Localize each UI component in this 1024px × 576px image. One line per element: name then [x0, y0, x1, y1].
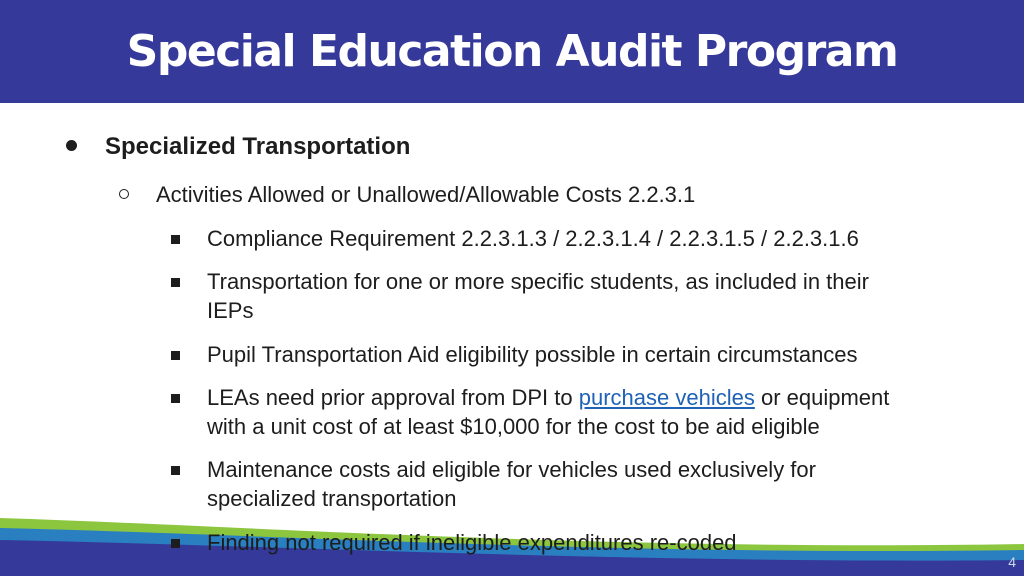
square-bullet-icon — [171, 394, 180, 403]
bullet-item-line2: IEPs — [207, 298, 254, 323]
bullet-level2: Activities Allowed or Unallowed/Allowable Costs 2.2.3.1 — [156, 182, 696, 207]
bullet-item-line1: Transportation for one or more specific students, as included in their — [207, 269, 869, 294]
bullet-item-line2: with a unit cost of at least $10,000 for the cost to be aid eligible — [207, 414, 820, 439]
bullet-text: or equipment — [754, 385, 890, 410]
bullet-level1: Specialized Transportation — [105, 133, 411, 160]
page-number: 4 — [1008, 554, 1016, 570]
square-bullet-icon — [171, 235, 180, 244]
hollow-circle-bullet-icon — [119, 189, 129, 199]
bullet-item: Compliance Requirement 2.2.3.1.3 / 2.2.3.1.4 / 2.2.3.1.5 / 2.2.3.1.6 — [207, 226, 859, 251]
filled-circle-bullet-icon — [66, 140, 77, 151]
bullet-item: Pupil Transportation Aid eligibility possible in certain circumstances — [207, 342, 858, 367]
square-bullet-icon — [171, 466, 180, 475]
bullet-item-line1 — [207, 383, 889, 412]
square-bullet-icon — [171, 351, 180, 360]
bullet-item-line2: specialized transportation — [207, 486, 457, 511]
bullet-item: Finding not required if ineligible expenditures re-coded — [207, 530, 737, 555]
bullet-item-line1: Maintenance costs aid eligible for vehicles used exclusively for — [207, 457, 816, 482]
slide-title: Special Education Audit Program — [126, 26, 898, 77]
bullet-text: LEAs need prior approval from DPI to — [207, 385, 579, 410]
square-bullet-icon — [171, 539, 180, 548]
purchase-vehicles-link[interactable]: purchase vehicles — [578, 385, 755, 410]
square-bullet-icon — [171, 278, 180, 287]
